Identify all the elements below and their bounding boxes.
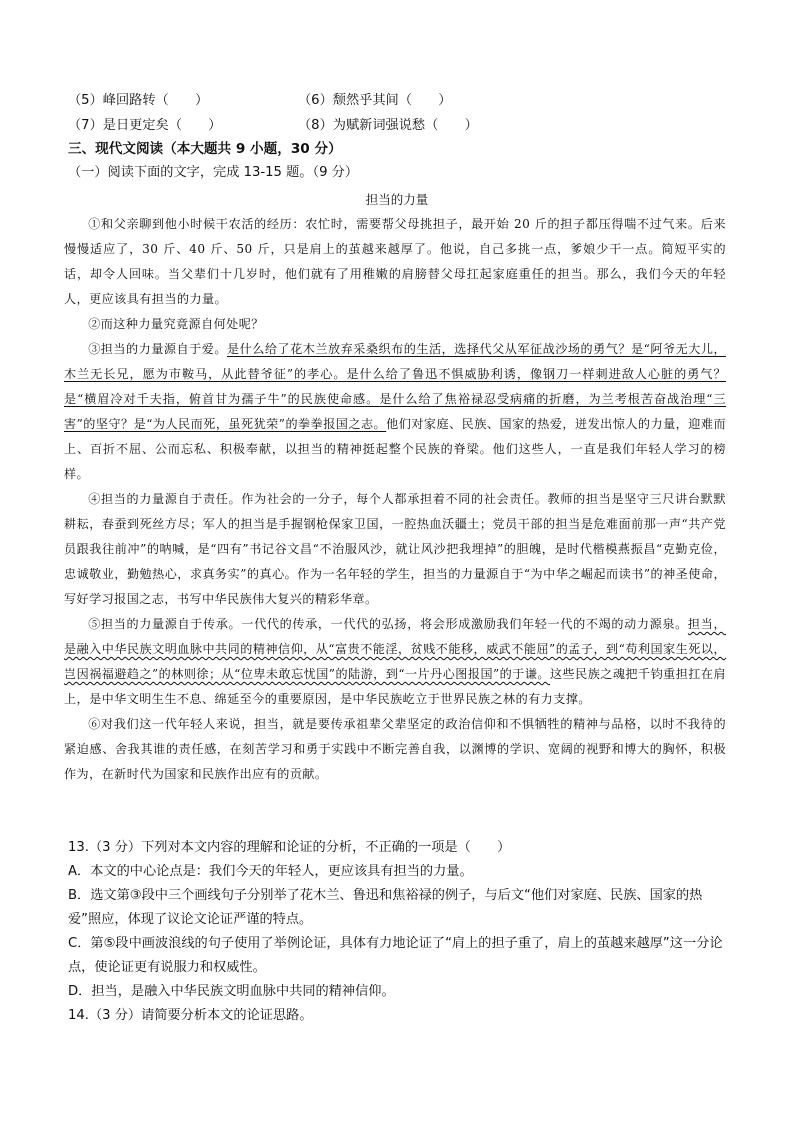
essay-body	[64, 212, 726, 787]
paragraph-6: ⑥对我们这一代年轻人来说，担当，就是要传承祖辈父辈坚定的政治信仰和不惧牺牲的精神与品格，以时不我待的紧迫感、舍我其谁的责任感，在刻苦学习和勇于实践中不断完善自我，以渊博的学识、宽阔的视野和博大的胸怀，积极作为，在新时代为国家和民族作出应有的贡献。	[64, 717, 726, 781]
paragraph-1: ①和父亲聊到他小时候干农活的经历：农忙时，需要帮父母挑担子，最开始 20 斤的担子都压得喘不过气来。后来慢慢适应了，30 斤、40 斤、50 斤，只是肩上的茧越来越厚了。他说，自己多挑一点，爹娘少干一点。简短平实的话，却令人回味。当父辈们十几岁时，他们就有了用稚嫩的肩膀替父母扛起家庭重任的担当。那么，我们今天的年轻人，更应该具有担当的力量。	[64, 217, 726, 306]
underlined-sentence-3: 是什么给了焦裕禄忍受病痛的折磨，为兰考根苦奋战治理“三害”的坚守？是“为人民而死，虽死犹荣”的拳拳报国之志。	[64, 392, 726, 431]
option-c: C．第⑤段中画波浪线的句子使用了举例论证，具体有力地论证了“肩上的担子重了，肩上的茧越来越厚”这一分论点，使论证更有说服力和权威性。	[68, 936, 723, 975]
essay-title: 担当的力量	[365, 192, 429, 207]
paragraph-5	[64, 612, 726, 712]
option-b: B．选文第③段中三个画线句子分别举了花木兰、鲁迅和焦裕禄的例子，与后文“他们对家庭、民族、国家的热爱”照应，体现了议论文论证严谨的特点。	[68, 888, 703, 927]
vocab-item-6: （6）颓然乎其间（ ）	[298, 93, 452, 108]
paragraph-5-rest: 这些民族之魂把千钧重担扛在肩上，是中华文明生生不息、绵延至今的重要原因，是中华民族屹立于世界民族之林的有力支撑。	[64, 667, 726, 706]
question-13	[68, 836, 732, 1028]
option-a: A．本文的中心论点是：我们今天的年轻人，更应该具有担当的力量。	[68, 864, 473, 879]
paragraph-5-claim: ⑤担当的力量源自于传承。一代代的传承，一代代的弘扬，将会形成激励我们年轻一代的不竭的动力源泉。	[88, 617, 688, 631]
paragraph-4: ④担当的力量源自于责任。作为社会的一分子，每个人都承担着不同的社会责任。教师的担当是坚守三尺讲台默默耕耘，春蚕到死丝方尽；军人的担当是手握钢枪保家卫国，一腔热血沃疆土；党员干部的担当是危难面前那一声“共产党员跟我往前冲”的呐喊，是“四有”书记谷文昌“不治服风沙，就让风沙把我埋掉”的胆魄，是时代楷模燕振昌“克勤克俭，忠诚敬业，勤勉热心，求真务实”的真心。作为一名年轻的学生，担当的力量源自于“为中华之崛起而读书”的神圣使命，写好学习报国之志，书写中华民族伟大复兴的精彩华章。	[64, 492, 726, 606]
question-14-stem: 14.（3 分）请简要分析本文的论证思路。	[68, 1008, 313, 1023]
vocab-item-7: （7）是日更定矣（ ）	[68, 118, 222, 133]
underlined-sentence-2: 是什么给了鲁迅不惧威胁利诱，像钢刀一样刺进敌人心脏的勇气？是“横眉冷对千夫指，俯首甘为孺子牛”的民族使命感。	[64, 367, 726, 406]
part-instruction: （一）阅读下面的文字，完成 13-15 题。（9 分）	[68, 165, 359, 180]
paragraph-2: ②而这种力量究竟源自何处呢？	[88, 317, 264, 331]
vocab-item-5: （5）峰回路转（ ）	[68, 93, 209, 108]
paragraph-3-claim: ③担当的力量源自于爱。	[88, 342, 228, 356]
question-13-stem: 13.（3 分）下列对本文内容的理解和论证的分析，不正确的一项是（ ）	[68, 840, 511, 855]
underlined-sentence-1: 是什么给了花木兰放弃采桑织布的生活，选择代父从军征战沙场的勇气？是“阿爷无大儿，木兰无长兄，愿为市鞍马，从此替爷征”的孝心。	[64, 342, 726, 381]
paragraph-3-rest: 他们对家庭、民族、国家的热爱，迸发出惊人的力量，迎难而上、百折不屈、公而忘私、积极奉献，以担当的精神挺起整个民族的脊梁。他们这些人，一直是我们年轻人学习的榜样。	[64, 417, 726, 481]
paragraph-3	[64, 337, 726, 487]
option-d: D．担当，是融入中华民族文明血脉中共同的精神信仰。	[68, 984, 395, 999]
section-heading: 三、现代文阅读（本大题共 9 小题，30 分）	[68, 141, 342, 157]
wavy-underlined-sentence: 担当，是融入中华民族文明血脉中共同的精神信仰，从“富贵不能淫，贫贱不能移，威武不能屈”的孟子，到“苟利国家生死以，岂因祸福避趋之”的林则徐；从“位卑未敢忘忧国”的陆游，到“一片丹心图报国”的于谦。	[64, 617, 726, 681]
vocab-item-8: （8）为赋新词强说愁（ ）	[298, 118, 478, 133]
